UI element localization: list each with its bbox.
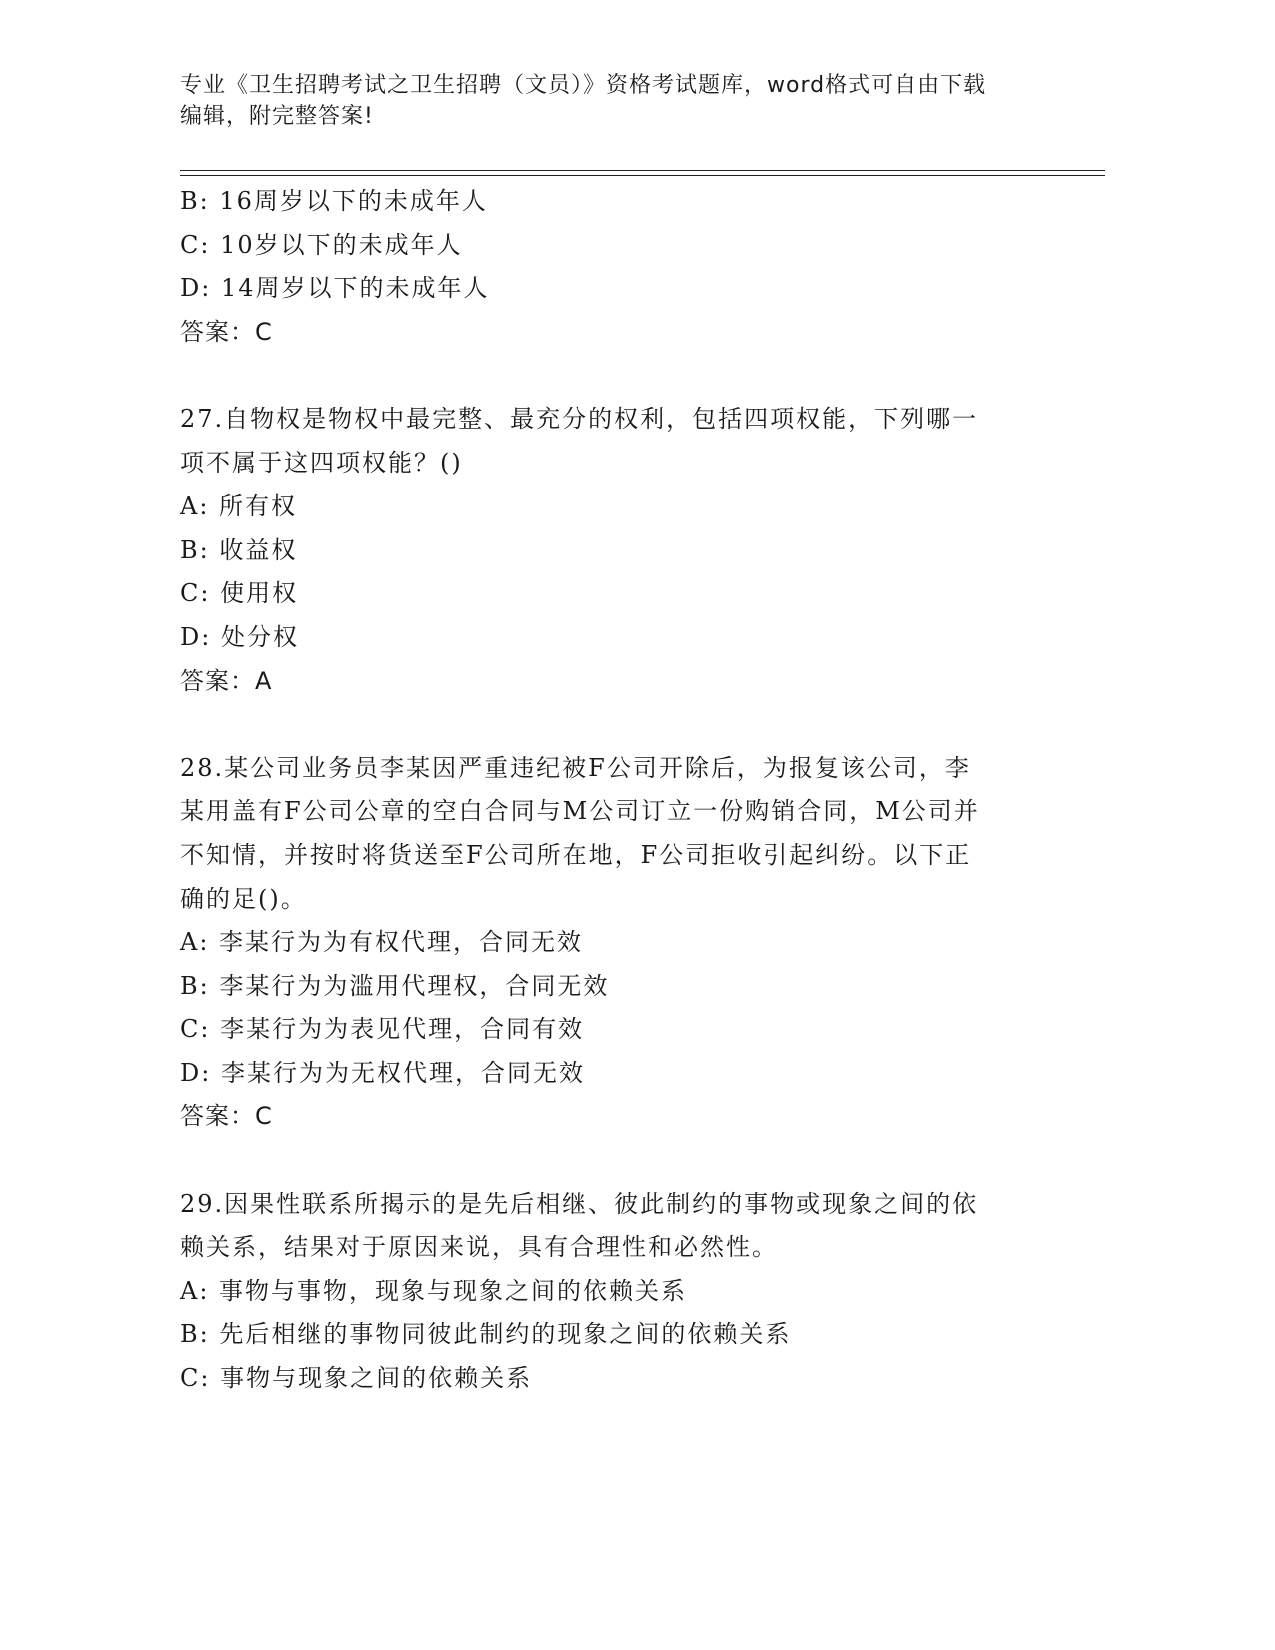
header-rule-top — [180, 170, 1105, 171]
option-d: D: 14周岁以下的未成年人 — [180, 274, 490, 303]
option-b: B: 收益权 — [180, 535, 298, 564]
header-line-2: 编辑，附完整答案! — [180, 104, 374, 129]
option-d: D: 李某行为为无权代理，合同无效 — [180, 1058, 585, 1087]
question-text-line: 项不属于这四项权能？() — [180, 448, 463, 477]
option-b: B: 16周岁以下的未成年人 — [180, 187, 488, 215]
question-list — [180, 180, 1060, 1401]
option-a: A: 李某行为为有权代理，合同无效 — [180, 928, 584, 957]
option-c: C: 10岁以下的未成年人 — [180, 230, 463, 259]
option-b: B: 先后相继的事物同彼此制约的现象之间的依赖关系 — [180, 1320, 792, 1349]
question-spacer — [180, 1139, 1060, 1183]
question-text-line: 27.自物权是物权中最完整、最充分的权利，包括四项权能，下列哪一 — [180, 404, 979, 433]
option-c: C: 李某行为为表见代理，合同有效 — [180, 1015, 585, 1044]
question-text-line: 赖关系，结果对于原因来说，具有合理性和必然性。 — [180, 1233, 778, 1262]
question-text-line: 不知情，并按时将货送至F公司所在地，F公司拒收引起纠纷。以下正 — [180, 840, 972, 869]
question-text-line: 28.某公司业务员李某因严重违纪被F公司开除后，为报复该公司，李 — [180, 753, 971, 782]
answer: 答案：A — [180, 666, 273, 695]
answer: 答案：C — [180, 317, 273, 346]
page-header — [180, 70, 1060, 132]
option-c: C: 使用权 — [180, 579, 299, 608]
question-text-line: 29.因果性联系所揭示的是先后相继、彼此制约的事物或现象之间的依 — [180, 1189, 979, 1218]
option-a: A: 事物与事物，现象与现象之间的依赖关系 — [180, 1276, 688, 1305]
option-a: A: 所有权 — [180, 492, 298, 521]
question-29 — [180, 1183, 1060, 1401]
answer: 答案：C — [180, 1102, 273, 1131]
option-d: D: 处分权 — [180, 622, 299, 651]
header-line-1: 专业《卫生招聘考试之卫生招聘（文员）》资格考试题库，word格式可自由下载 — [180, 73, 987, 98]
question-text-line: 确的足()。 — [180, 884, 307, 913]
option-b: B: 李某行为为滥用代理权，合同无效 — [180, 971, 610, 1000]
option-c: C: 事物与现象之间的依赖关系 — [180, 1364, 533, 1393]
question-26-continued — [180, 180, 1060, 354]
question-spacer — [180, 354, 1060, 398]
header-rule-bottom — [180, 175, 1105, 176]
question-27 — [180, 398, 1060, 703]
question-spacer — [180, 703, 1060, 747]
question-text-line: 某用盖有F公司公章的空白合同与M公司订立一份购销合同，M公司并 — [180, 797, 980, 826]
question-28 — [180, 747, 1060, 1139]
